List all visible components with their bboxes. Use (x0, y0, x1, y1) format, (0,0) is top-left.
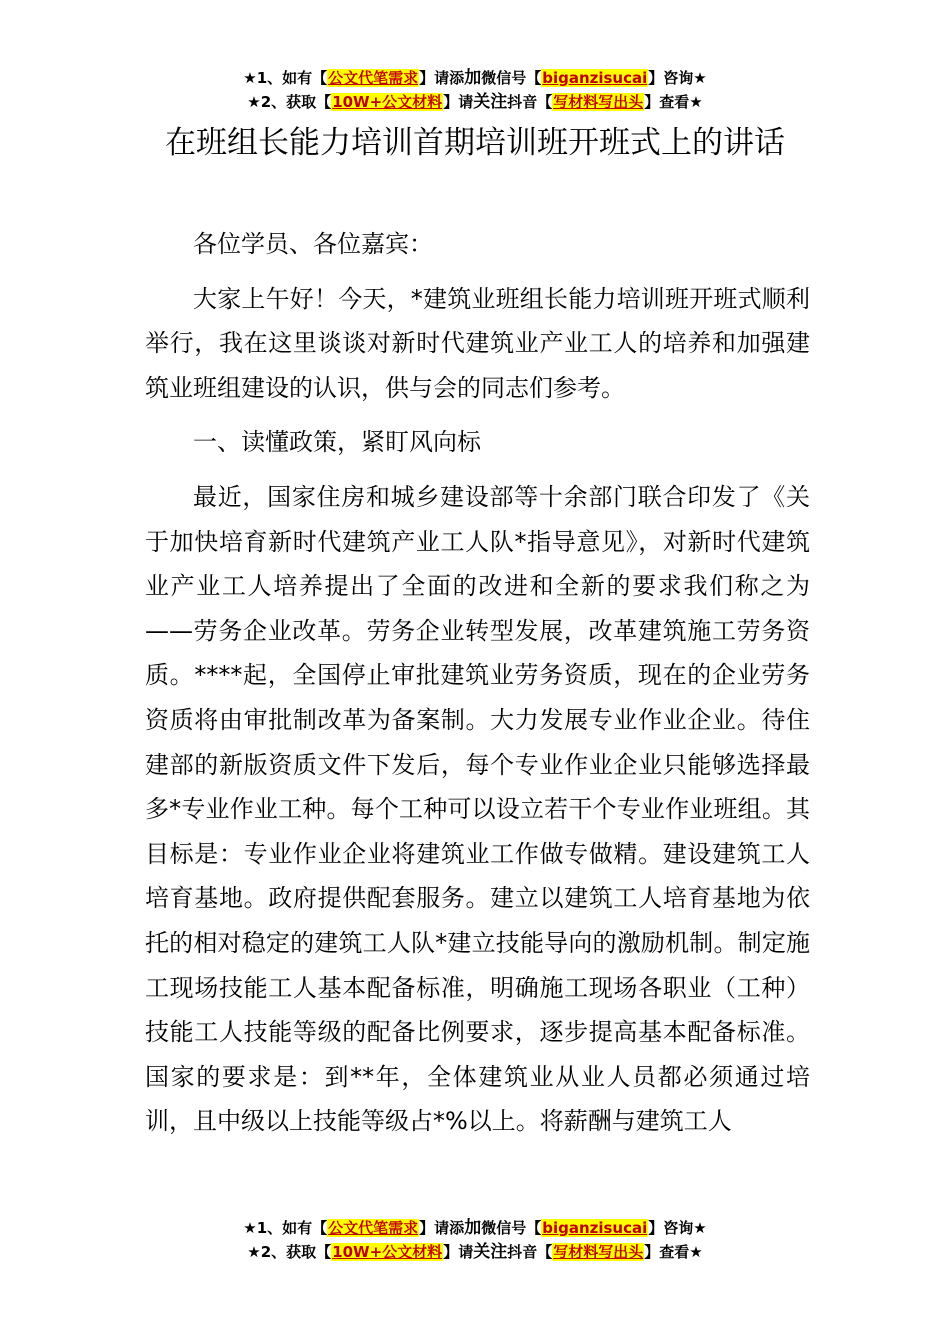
promo-text: 加 (464, 68, 482, 88)
promo-highlight: 10W+公文材料 (332, 1243, 443, 1261)
promo-text: ★2、获取【 (247, 93, 332, 111)
promo-line-2 (0, 90, 950, 114)
intro-paragraph: 大家上午好！今天，*建筑业班组长能力培训班开班式顺利举行，我在这里谈谈对新时代建筑业产业工人的培养和加强建筑业班组建设的认识，供与会的同志们参考。 (145, 284, 810, 402)
wechat-id-highlight: biganzisucai (542, 1219, 648, 1237)
wechat-id-highlight: biganzisucai (542, 69, 648, 87)
douyin-highlight: 写材料写出头 (553, 1243, 644, 1261)
promo-text: ★2、获取【 (247, 1243, 332, 1261)
promo-highlight: 公文代笔需求 (328, 1219, 419, 1237)
promo-line-1 (0, 66, 950, 90)
salutation: 各位学员、各位嘉宾： (193, 230, 433, 258)
promo-text: 】请 (443, 93, 474, 111)
promo-text: 】请 (443, 1243, 474, 1261)
promo-text: 微信号【 (481, 1219, 542, 1237)
promo-text: 】咨询★ (648, 69, 707, 87)
promo-text: 抖音【 (507, 93, 553, 111)
body-paragraph-1: 最近，国家住房和城乡建设部等十余部门联合印发了《关于加快培育新时代建筑产业工人队*指导意见》，对新时代建筑业产业工人培养提出了全面的改进和全新的要求我们称之为——劳务企业改革。劳务企业转型发展，改革建筑施工劳务资质。****起，全国停止审批建筑业劳务资质，现在的企业劳务资质将由审批制改革为备案制。大力发展专业作业企业。待住建部的新版资质文件下发后，每个专业作业企业只能够选择最多*专业作业工种。每个工种可以设立若干个专业作业班组。其目标是：专业作业企业将建筑业工作做专做精。建设建筑工人培育基地。政府提供配套服务。建立以建筑工人培育基地为依托的相对稳定的建筑工人队*建立技能导向的激励机制。制定施工现场技能工人基本配备标准，明确施工现场各职业（工种）技能工人技能等级的配备比例要求，逐步提高基本配备标准。国家的要求是：到**年，全体建筑业从业人员都必须通过培训，且中级以上技能等级占*%以上。将薪酬与建筑工人 (145, 482, 810, 1136)
promo-text: 抖音【 (507, 1243, 553, 1261)
promo-line-2 (0, 1240, 950, 1264)
section-heading-1: 一、读懂政策，紧盯风向标 (193, 428, 481, 457)
promo-text: ★1、如有【 (243, 69, 328, 87)
promo-text: 】请添 (419, 1219, 465, 1237)
promo-text: ★1、如有【 (243, 1219, 328, 1237)
promo-text: 】查看★ (644, 93, 703, 111)
document-body (145, 222, 810, 1144)
promo-text: 】查看★ (644, 1243, 703, 1261)
promo-text: 关注 (473, 92, 508, 112)
promo-banner-bottom (0, 1216, 950, 1264)
promo-highlight: 公文代笔需求 (328, 69, 419, 87)
document-title: 在班组长能力培训首期培训班开班式上的讲话 (165, 125, 785, 161)
promo-text: 微信号【 (481, 69, 542, 87)
promo-highlight: 10W+公文材料 (332, 93, 443, 111)
promo-text: 加 (464, 1218, 482, 1238)
promo-text: 关注 (473, 1242, 508, 1262)
promo-text: 】咨询★ (648, 1219, 707, 1237)
promo-text: 】请添 (419, 69, 465, 87)
promo-banner-top (0, 66, 950, 114)
douyin-highlight: 写材料写出头 (553, 93, 644, 111)
promo-line-1 (0, 1216, 950, 1240)
